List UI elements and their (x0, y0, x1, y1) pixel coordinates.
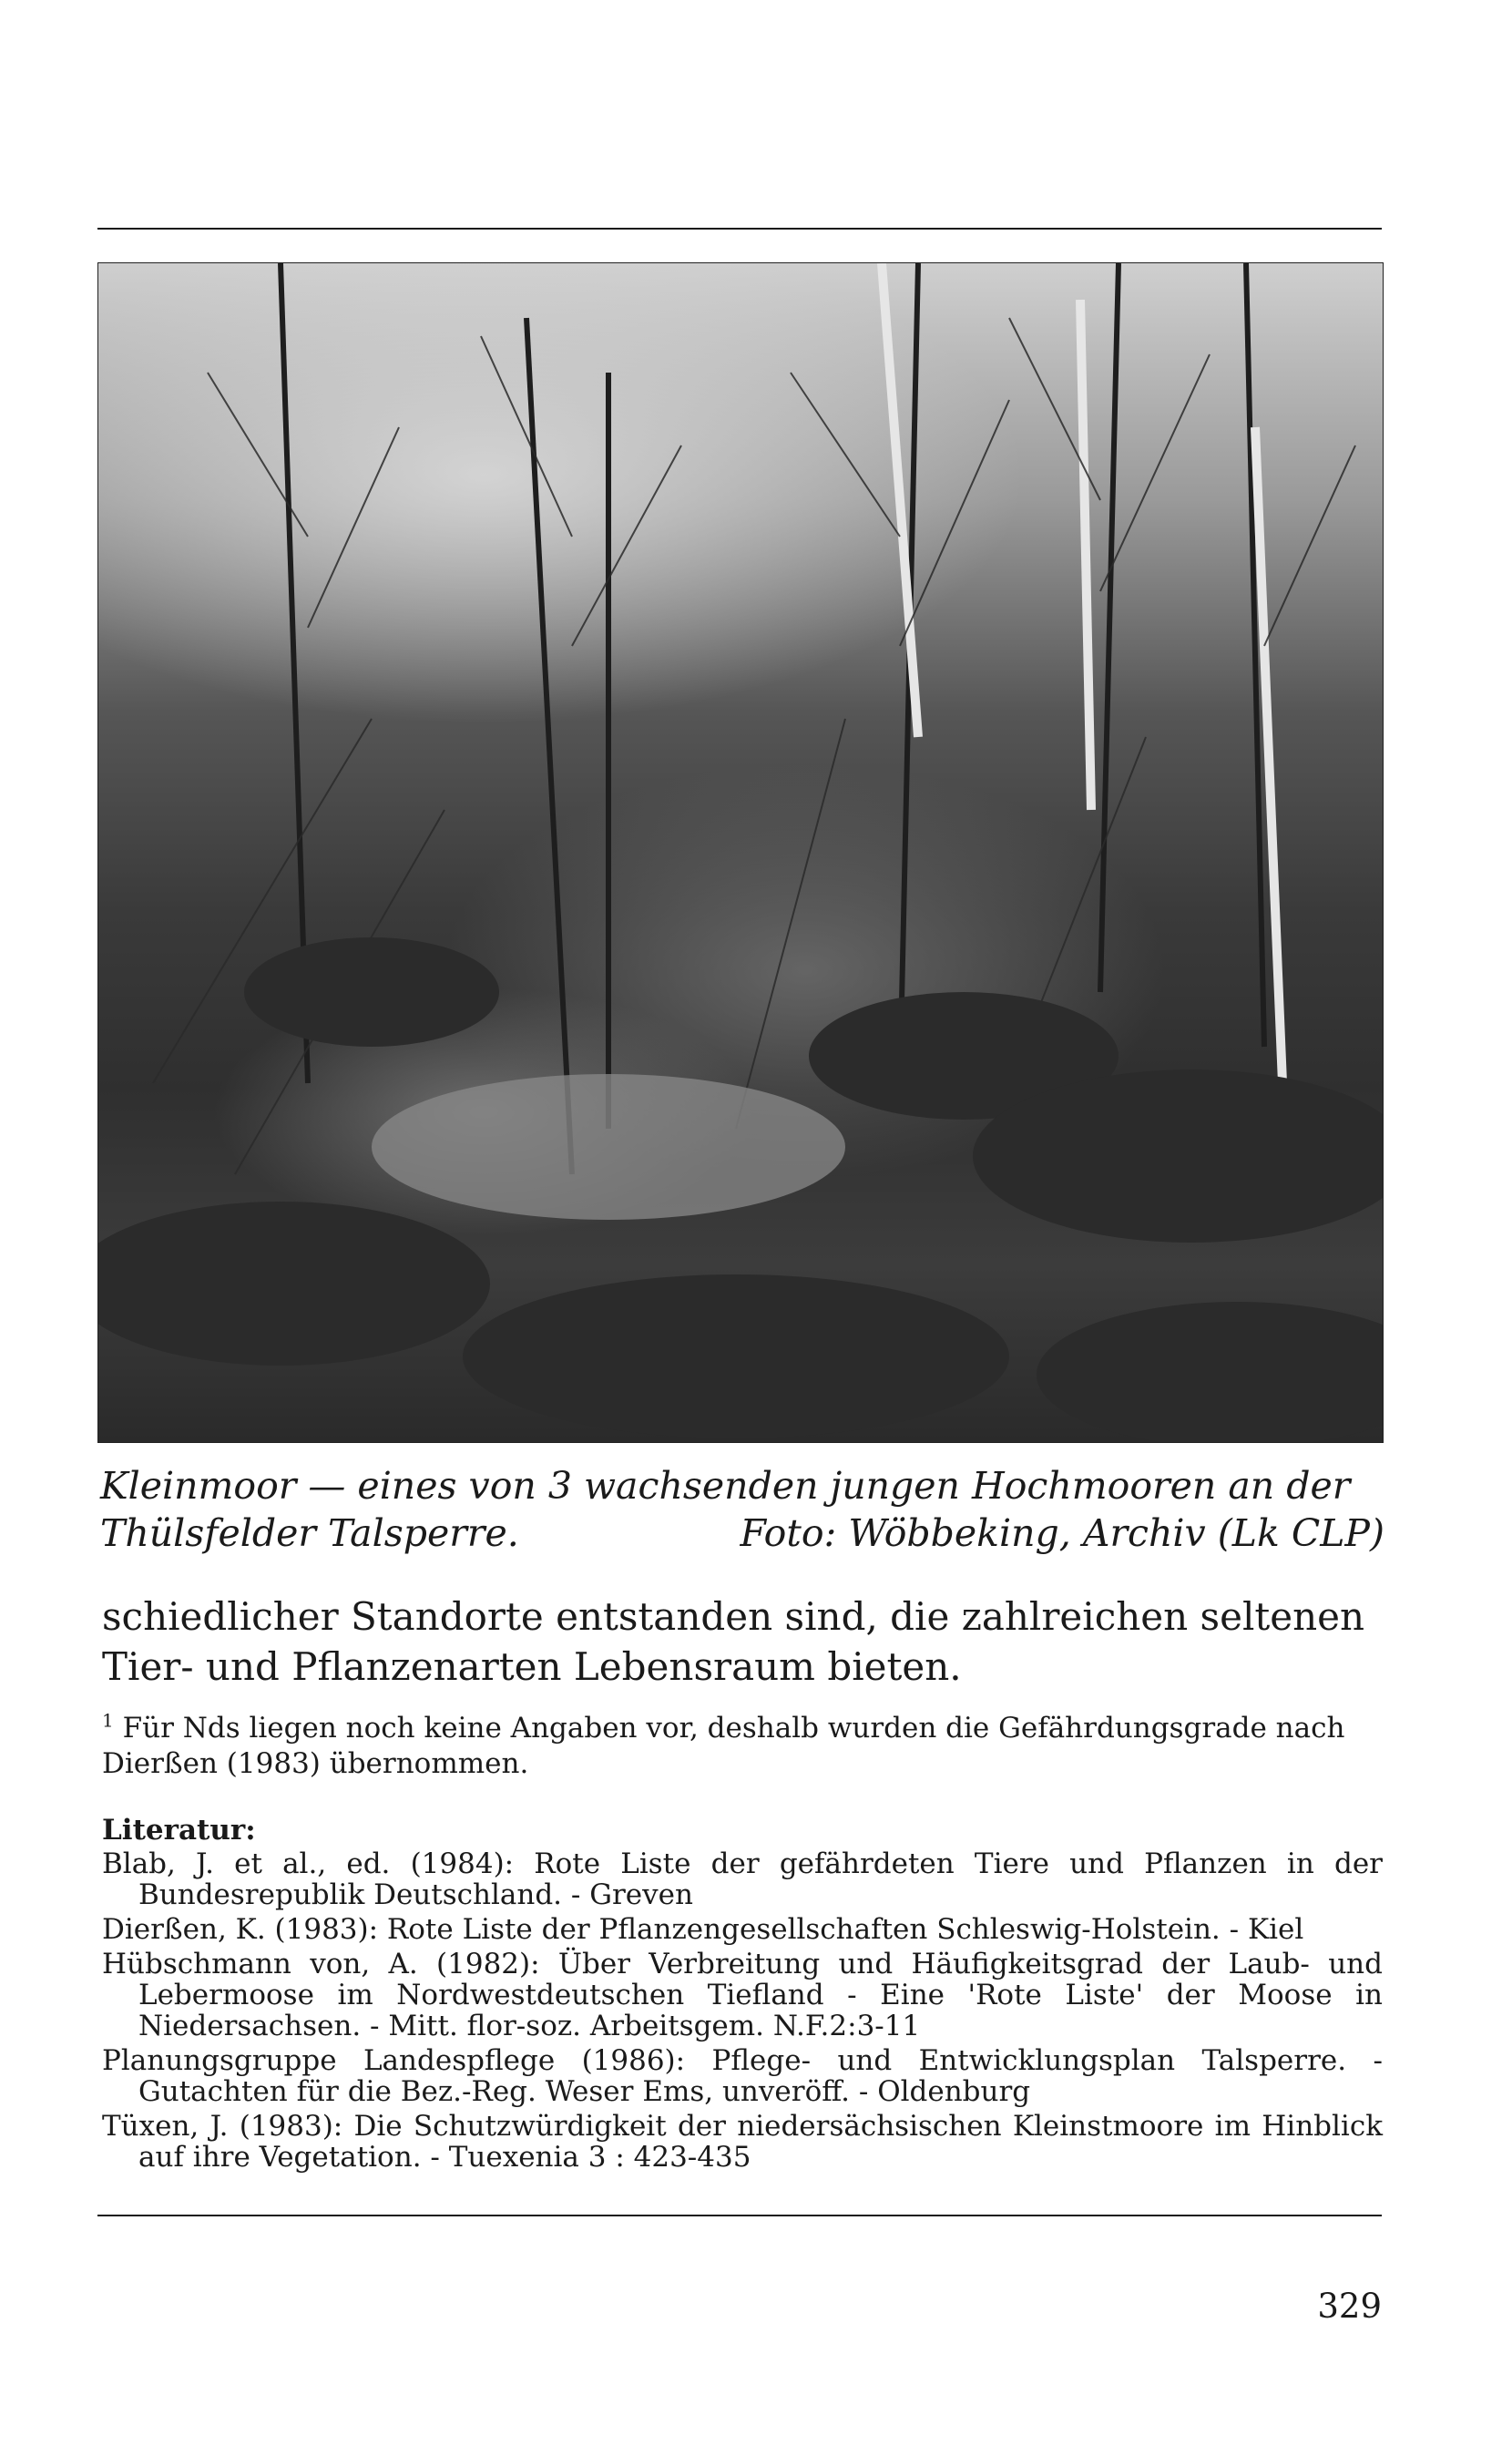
body-text-line-1: schiedlicher Standorte entstanden sind, die zahlreichen seltenen (102, 1594, 1365, 1639)
figure-caption-line-2 (100, 1509, 1384, 1557)
figure-caption-line-1: Kleinmoor — eines von 3 wachsenden jungen Hochmooren an der (100, 1464, 1351, 1508)
page-number: 329 (1317, 2287, 1382, 2326)
footnote-marker: 1 (102, 1709, 114, 1732)
footnote-text: Für Nds liegen noch keine Angaben vor, deshalb wurden die Gefährdungsgrade nach Dierßen (1983) übernommen. (102, 1712, 1345, 1780)
literature-entry: Dierßen, K. (1983): Rote Liste der Pflanzengesellschaften Schleswig-Holstein. - Kiel (102, 1913, 1304, 1946)
photo-illustration (98, 263, 1383, 1442)
literature-entry: Hübschmann von, A. (1982): Über Verbreitung und Häufigkeitsgrad der Laub- und Lebermoose im Nordwestdeutschen Tiefland - Eine 'Rote Liste' der Moose in Niedersachsen. - Mitt. flor-soz. Arbeitsgem. N.F.2:3-11 (102, 1948, 1383, 2042)
bottom-rule (97, 2215, 1382, 2216)
body-text-line-2: Tier- und Pflanzenarten Lebensraum bieten. (102, 1644, 962, 1689)
footnote (102, 1711, 1383, 1782)
literature-list (102, 1848, 1383, 2176)
literature-entry: Tüxen, J. (1983): Die Schutzwürdigkeit der niedersächsischen Kleinstmoore im Hinblick auf ihre Vegetation. - Tuexenia 3 : 423-435 (102, 2110, 1383, 2174)
photo-credit: Foto: Wöbbeking, Archiv (Lk CLP) (740, 1511, 1384, 1555)
literature-entry: Planungsgruppe Landespflege (1986): Pflege- und Entwicklungsplan Talsperre. - Gutachten für die Bez.-Reg. Weser Ems, unveröff. - Oldenburg (102, 2044, 1383, 2108)
figure-caption-location: Thülsfelder Talsperre. (100, 1511, 519, 1555)
literature-heading: Literatur: (102, 1814, 256, 1847)
literature-entry: Blab, J. et al., ed. (1984): Rote Liste der gefährdeten Tiere und Pflanzen in der Bundesrepublik Deutschland. - Greven (102, 1847, 1383, 1911)
moor-photograph (97, 262, 1384, 1443)
top-rule (97, 228, 1382, 230)
